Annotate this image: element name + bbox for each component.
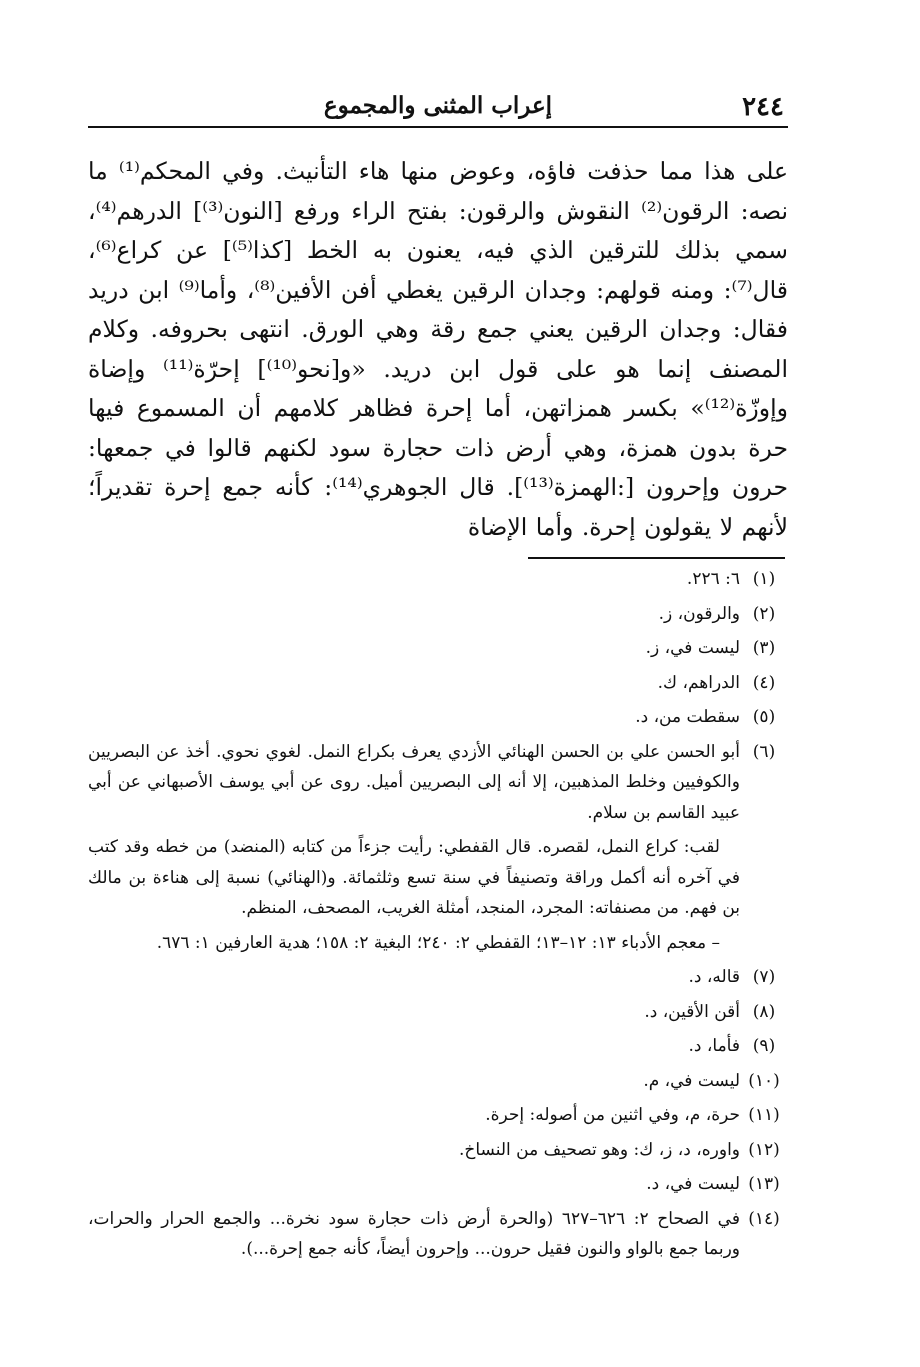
- footnote-paragraph: والرقون، ز.: [658, 603, 740, 624]
- page-number: ٢٤٤: [742, 92, 784, 122]
- footnote-number: (٣): [752, 638, 776, 658]
- footnote-paragraph: أقن الأقين، د.: [644, 1001, 740, 1022]
- footnote-number: (٤): [752, 672, 776, 693]
- footnote: [88, 599, 788, 634]
- footnote-text: [88, 1204, 740, 1269]
- footnote-number: (٧): [752, 967, 776, 987]
- footnote: [88, 702, 788, 737]
- footnote-text: [88, 702, 740, 737]
- footnote: [88, 1031, 788, 1066]
- footnote-number: (١٢): [748, 1139, 780, 1160]
- footnote-paragraph: ليست في، م.: [643, 1070, 740, 1091]
- footnote-number: (٨): [752, 1001, 776, 1022]
- footnote-text: [88, 737, 740, 963]
- footnotes: [88, 564, 788, 1269]
- page-header: [88, 86, 788, 128]
- footnote-number: (١٣): [748, 1174, 780, 1194]
- footnote-text: [88, 1169, 740, 1204]
- footnote-paragraph: سقطت من، د.: [635, 707, 740, 727]
- footnote-number: (٢): [752, 603, 776, 624]
- footnote-text: [88, 1135, 740, 1170]
- footnote-paragraph: ليست في، د.: [646, 1174, 740, 1194]
- footnote-number: (٩): [752, 1036, 776, 1056]
- footnote-number: (١٠): [748, 1070, 780, 1091]
- main-text: [88, 152, 788, 547]
- footnote-paragraph: في الصحاح ٢: ٦٢٦–٦٢٧ (والحرة أرض ذات حجارة سود نخرة... والجمع الحرار والحرات، وربما جمع بالواو والنون فقيل حرون... وإحرون أيضاً، كأنه جمع إحرة...).: [88, 1208, 740, 1259]
- footnote-paragraph: أبو الحسن علي بن الحسن الهنائي الأزدي يعرف بكراع النمل. لغوي نحوي. أخذ عن البصريين والكوفيين وخلط المذهبين، إلا أنه إلى البصريين أميل. روى عن أبي يوسف الأصبهاني عن أبي عبيد القاسم بن سلام.: [88, 741, 740, 823]
- footnote-paragraph: قاله، د.: [688, 967, 740, 987]
- footnote: [88, 962, 788, 997]
- footnote-number: (٦): [752, 741, 776, 762]
- footnote-paragraph: ٦: ٢٢٦.: [686, 569, 740, 589]
- footnote-number: (١٤): [748, 1208, 780, 1229]
- footnote-number: (١١): [748, 1105, 780, 1125]
- footnote-text: [88, 599, 740, 634]
- footnote-divider: [528, 557, 785, 559]
- footnote: [88, 1169, 788, 1204]
- footnote: [88, 1135, 788, 1170]
- footnote-number: (٥): [752, 707, 776, 727]
- footnote-text: [88, 962, 740, 997]
- footnote: [88, 997, 788, 1032]
- footnote-text: [88, 633, 740, 668]
- footnote: [88, 1204, 788, 1269]
- footnote: [88, 1066, 788, 1101]
- footnote-paragraph: لقب: كراع النمل، لقصره. قال القفطي: رأيت جزءاً من كتابه (المنضد) من خطه وقد كتب في آخره أنه أكمل وراقة وتصنيفاً في سنة تسع وثلثمائة. و(الهنائي) نسبة إلى هناءة بن مالك بن فهم. من مصنفاته: المجرد، المنجد، أمثلة الغريب، المصحف، المنظم.: [88, 837, 740, 918]
- main-paragraph: على هذا مما حذفت فاؤه، وعوض منها هاء التأنيث. وفي المحكم⁽¹⁾ ما نصه: الرقون⁽²⁾ النقوش والرقون: بفتح الراء ورفع [النون⁽³⁾] الدرهم⁽⁴⁾، سمي بذلك للترقين الذي فيه، يعنون به الخط [كذا⁽⁵⁾] عن كراع⁽⁶⁾، قال⁽⁷⁾: ومنه قولهم: وجدان الرقين يغطي أفن الأفين⁽⁸⁾، وأما⁽⁹⁾ ابن دريد فقال: وجدان الرقين يعني جمع رقة وهي الورق. انتهى بحروفه. وكلام المصنف إنما هو على قول ابن دريد. «و[نحو⁽¹⁰⁾] إحرّة⁽¹¹⁾ وإضاة وإوزّة⁽¹²⁾» بكسر همزاتهن، أما إحرة فظاهر كلامهم أن المسموع فيها حرة بدون همزة، وهي أرض ذات حجارة سود لكنهم قالوا في جمعها: حرون وإحرون [:الهمزة⁽¹³⁾]. قال الجوهري⁽¹⁴⁾: كأنه جمع إحرة تقديراً؛ لأنهم لا يقولون إحرة. وأما الإضاة: [88, 157, 789, 541]
- footnote-paragraph: حرة، م، وفي اثنين من أصوله: إحرة.: [485, 1105, 740, 1125]
- footnote-number: (١): [752, 569, 776, 589]
- footnote-paragraph: ليست في، ز.: [645, 638, 740, 658]
- footnote: [88, 1100, 788, 1135]
- footnote-text: [88, 668, 740, 703]
- footnote-text: [88, 1100, 740, 1135]
- footnote-paragraph: فأما، د.: [688, 1036, 740, 1056]
- footnote-text: [88, 997, 740, 1032]
- footnote: [88, 668, 788, 703]
- footnote: [88, 564, 788, 599]
- footnote-text: [88, 1031, 740, 1066]
- footnote: [88, 737, 788, 963]
- footnote-text: [88, 1066, 740, 1101]
- footnote-text: [88, 564, 740, 599]
- footnote-paragraph: – معجم الأدباء ١٣: ١٢–١٣؛ القفطي ٢: ٢٤٠؛ البغية ٢: ١٥٨؛ هدية العارفين ١: ٦٧٦.: [156, 932, 720, 953]
- footnote: [88, 633, 788, 668]
- footnote-paragraph: واوره، د، ز، ك: وهو تصحيف من النساخ.: [459, 1139, 740, 1160]
- running-title: إعراب المثنى والمجموع: [323, 92, 553, 119]
- footnote-paragraph: الدراهم، ك.: [657, 672, 740, 693]
